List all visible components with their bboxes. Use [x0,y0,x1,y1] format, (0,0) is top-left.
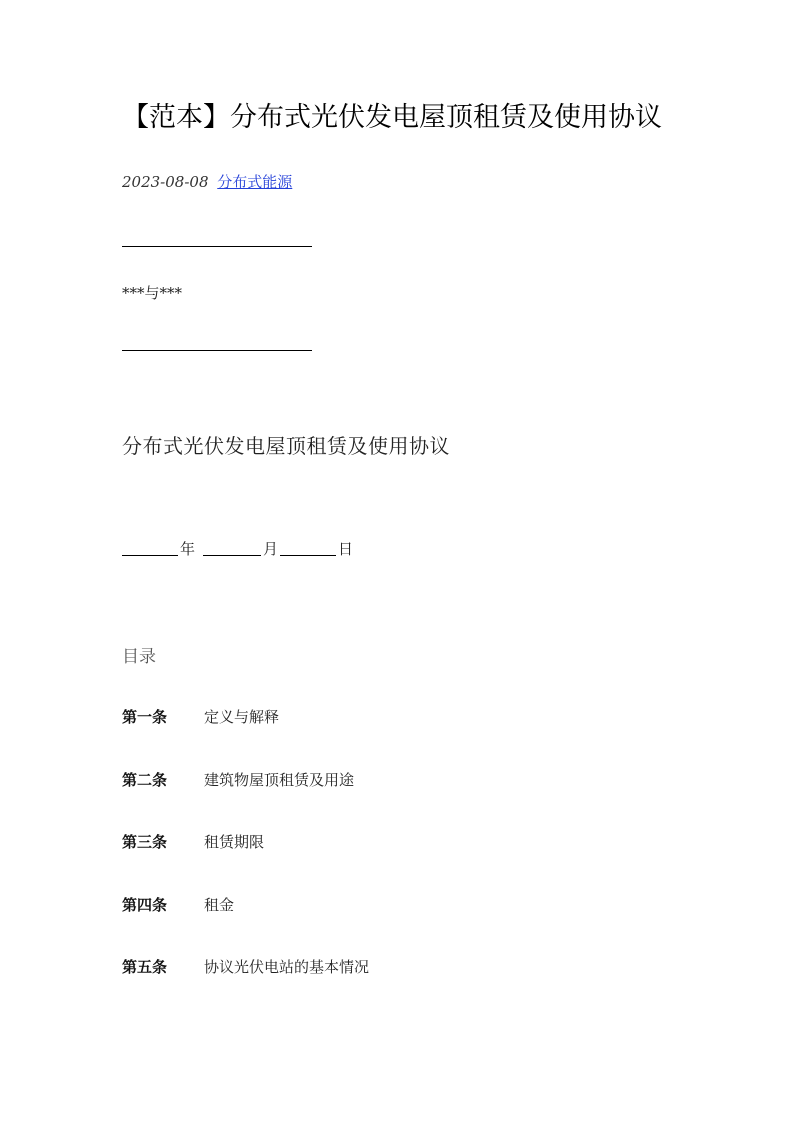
toc-item [122,831,369,894]
toc-item [122,894,369,957]
toc-item-number: 第二条 [122,770,168,789]
toc-item [122,956,369,1019]
signing-date-line [122,538,353,560]
year-blank [122,555,178,556]
toc-item-title: 定义与解释 [204,708,280,726]
toc-item-number: 第四条 [122,895,168,914]
day-label: 日 [338,540,354,558]
parties-text: ***与*** [122,284,183,302]
toc-item-title: 协议光伏电站的基本情况 [204,958,370,976]
toc-item-title: 租金 [204,895,235,914]
month-label: 月 [263,540,279,558]
page-title: 【范本】分布式光伏发电屋顶租赁及使用协议 [122,102,662,133]
toc-item [122,769,369,832]
year-label: 年 [180,540,196,558]
toc-item-title: 租赁期限 [204,833,265,851]
publish-date: 2023-08-08 [122,173,209,191]
article-meta [122,172,292,192]
toc-item-number: 第五条 [122,958,168,976]
category-link[interactable]: 分布式能源 [217,173,293,191]
toc-item-number: 第一条 [122,708,168,726]
toc-list [122,706,369,1019]
party-rule-bottom [122,350,312,351]
party-rule-top [122,246,312,247]
day-blank [280,555,336,556]
month-blank [203,555,261,556]
toc-item-title: 建筑物屋顶租赁及用途 [204,770,355,789]
toc-item [122,706,369,769]
agreement-title: 分布式光伏发电屋顶租赁及使用协议 [122,434,450,458]
toc-item-number: 第三条 [122,833,168,851]
toc-heading: 目录 [122,647,156,667]
